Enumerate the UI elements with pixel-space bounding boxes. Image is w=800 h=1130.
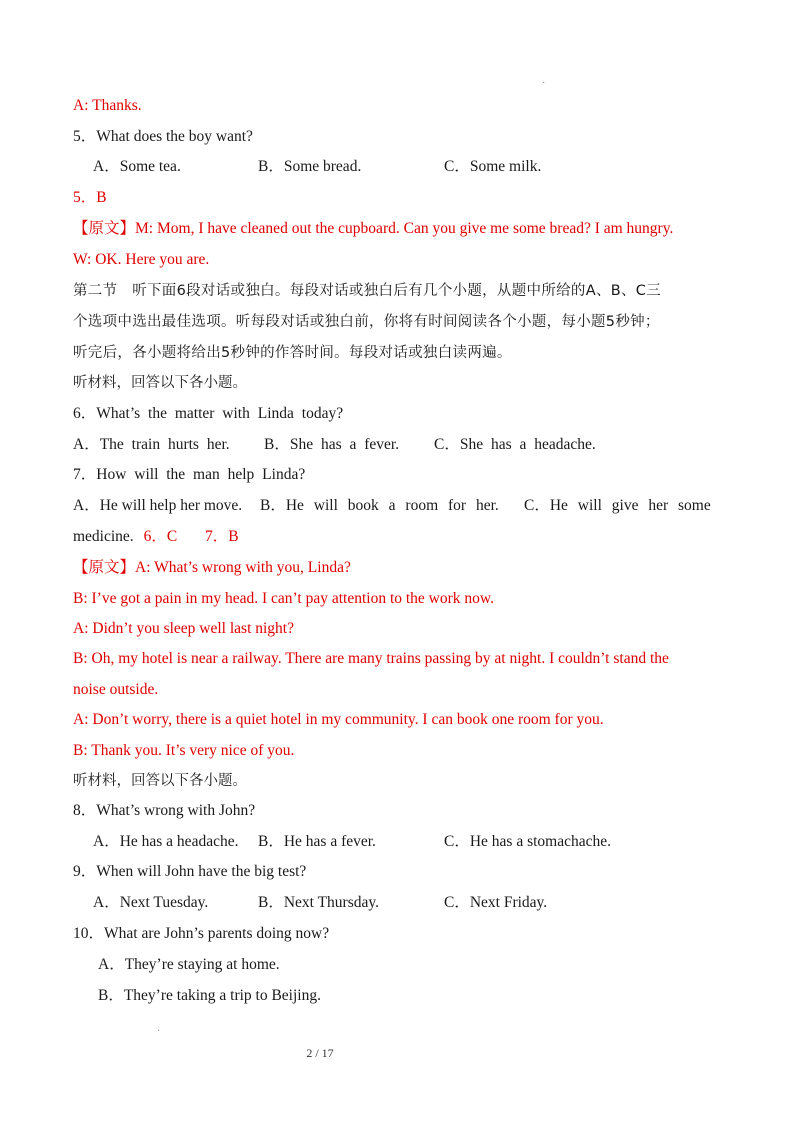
question-9: 9．When will John have the big test? (73, 863, 307, 880)
transcript-line: noise outside. (73, 681, 159, 698)
option-c-continued: medicine. (73, 528, 134, 545)
answer-5: 5．B (73, 189, 107, 206)
question-8: 8．What’s wrong with John? (73, 802, 256, 819)
option-b: B．They’re taking a trip to Beijing. (98, 987, 321, 1004)
transcript-line: B: Oh, my hotel is near a railway. There are many trains passing by at night. I couldn’t stand the (73, 650, 669, 667)
speck-mark: · (157, 1026, 161, 1037)
option-a: A．He has a headache. (93, 833, 239, 850)
question-10: 10．What are John’s parents doing now? (73, 925, 330, 942)
option-c: C．Some milk. (444, 158, 542, 175)
option-c: C．He has a stomachache. (444, 833, 611, 850)
listen-instruction: 听材料，回答以下各小题。 (73, 375, 247, 391)
speck-mark: · (542, 78, 546, 89)
transcript-line: A: Don’t worry, there is a quiet hotel in my community. I can book one room for you. (73, 711, 604, 728)
transcript-line: A: Thanks. (73, 97, 142, 114)
answer-6: 6．C (143, 528, 178, 545)
original-text-marker: 【原文】 (73, 559, 136, 576)
transcript-line: W: OK. Here you are. (73, 251, 210, 268)
answer-7: 7．B (205, 528, 239, 545)
section-instructions-line: 个选项中选出最佳选项。听每段对话或独白前，你将有时间阅读各个小题，每小题5秒钟； (73, 314, 660, 330)
transcript-line: B: Thank you. It’s very nice of you. (73, 742, 295, 759)
option-a: A．Next Tuesday. (93, 894, 209, 911)
section-instructions-line: 听完后，各小题将给出5秒钟的作答时间。每段对话或独白读两遍。 (73, 345, 512, 361)
option-b: B．He has a fever. (258, 833, 376, 850)
option-a: A．The train hurts her. (73, 436, 230, 453)
transcript-text: A: What’s wrong with you, Linda? (135, 559, 351, 576)
question-6: 6．What’s the matter with Linda today? (73, 405, 344, 422)
original-text-marker: 【原文】 (73, 220, 136, 237)
transcript-text: M: Mom, I have cleaned out the cupboard. Can you give me some bread? I am hungry. (135, 220, 674, 237)
section-instructions-line: 第二节 听下面6段对话或独白。每段对话或独白后有几个小题，从题中所给的A、B、C三 (73, 283, 662, 299)
option-b: B．Next Thursday. (258, 894, 379, 911)
option-a: A．They’re staying at home. (98, 956, 280, 973)
option-a: A．Some tea. (93, 158, 181, 175)
option-a: A．He will help her move. (73, 497, 243, 514)
option-c: C．He will give her some (524, 497, 711, 514)
option-b: B．She has a fever. (264, 436, 400, 453)
option-b: B．He will book a room for her. (260, 497, 499, 514)
transcript-line (73, 219, 673, 239)
option-c: C．Next Friday. (444, 894, 548, 911)
page-number: 2 / 17 (306, 1046, 334, 1060)
question-7-options-continued (73, 527, 239, 547)
transcript-line (73, 558, 351, 578)
option-b: B．Some bread. (258, 158, 362, 175)
question-5: 5．What does the boy want? (73, 128, 253, 145)
option-c: C．She has a headache. (434, 436, 596, 453)
question-7: 7．How will the man help Linda? (73, 466, 306, 483)
listen-instruction: 听材料，回答以下各小题。 (73, 773, 247, 789)
transcript-line: A: Didn’t you sleep well last night? (73, 620, 294, 637)
transcript-line: B: I’ve got a pain in my head. I can’t pay attention to the work now. (73, 590, 494, 607)
